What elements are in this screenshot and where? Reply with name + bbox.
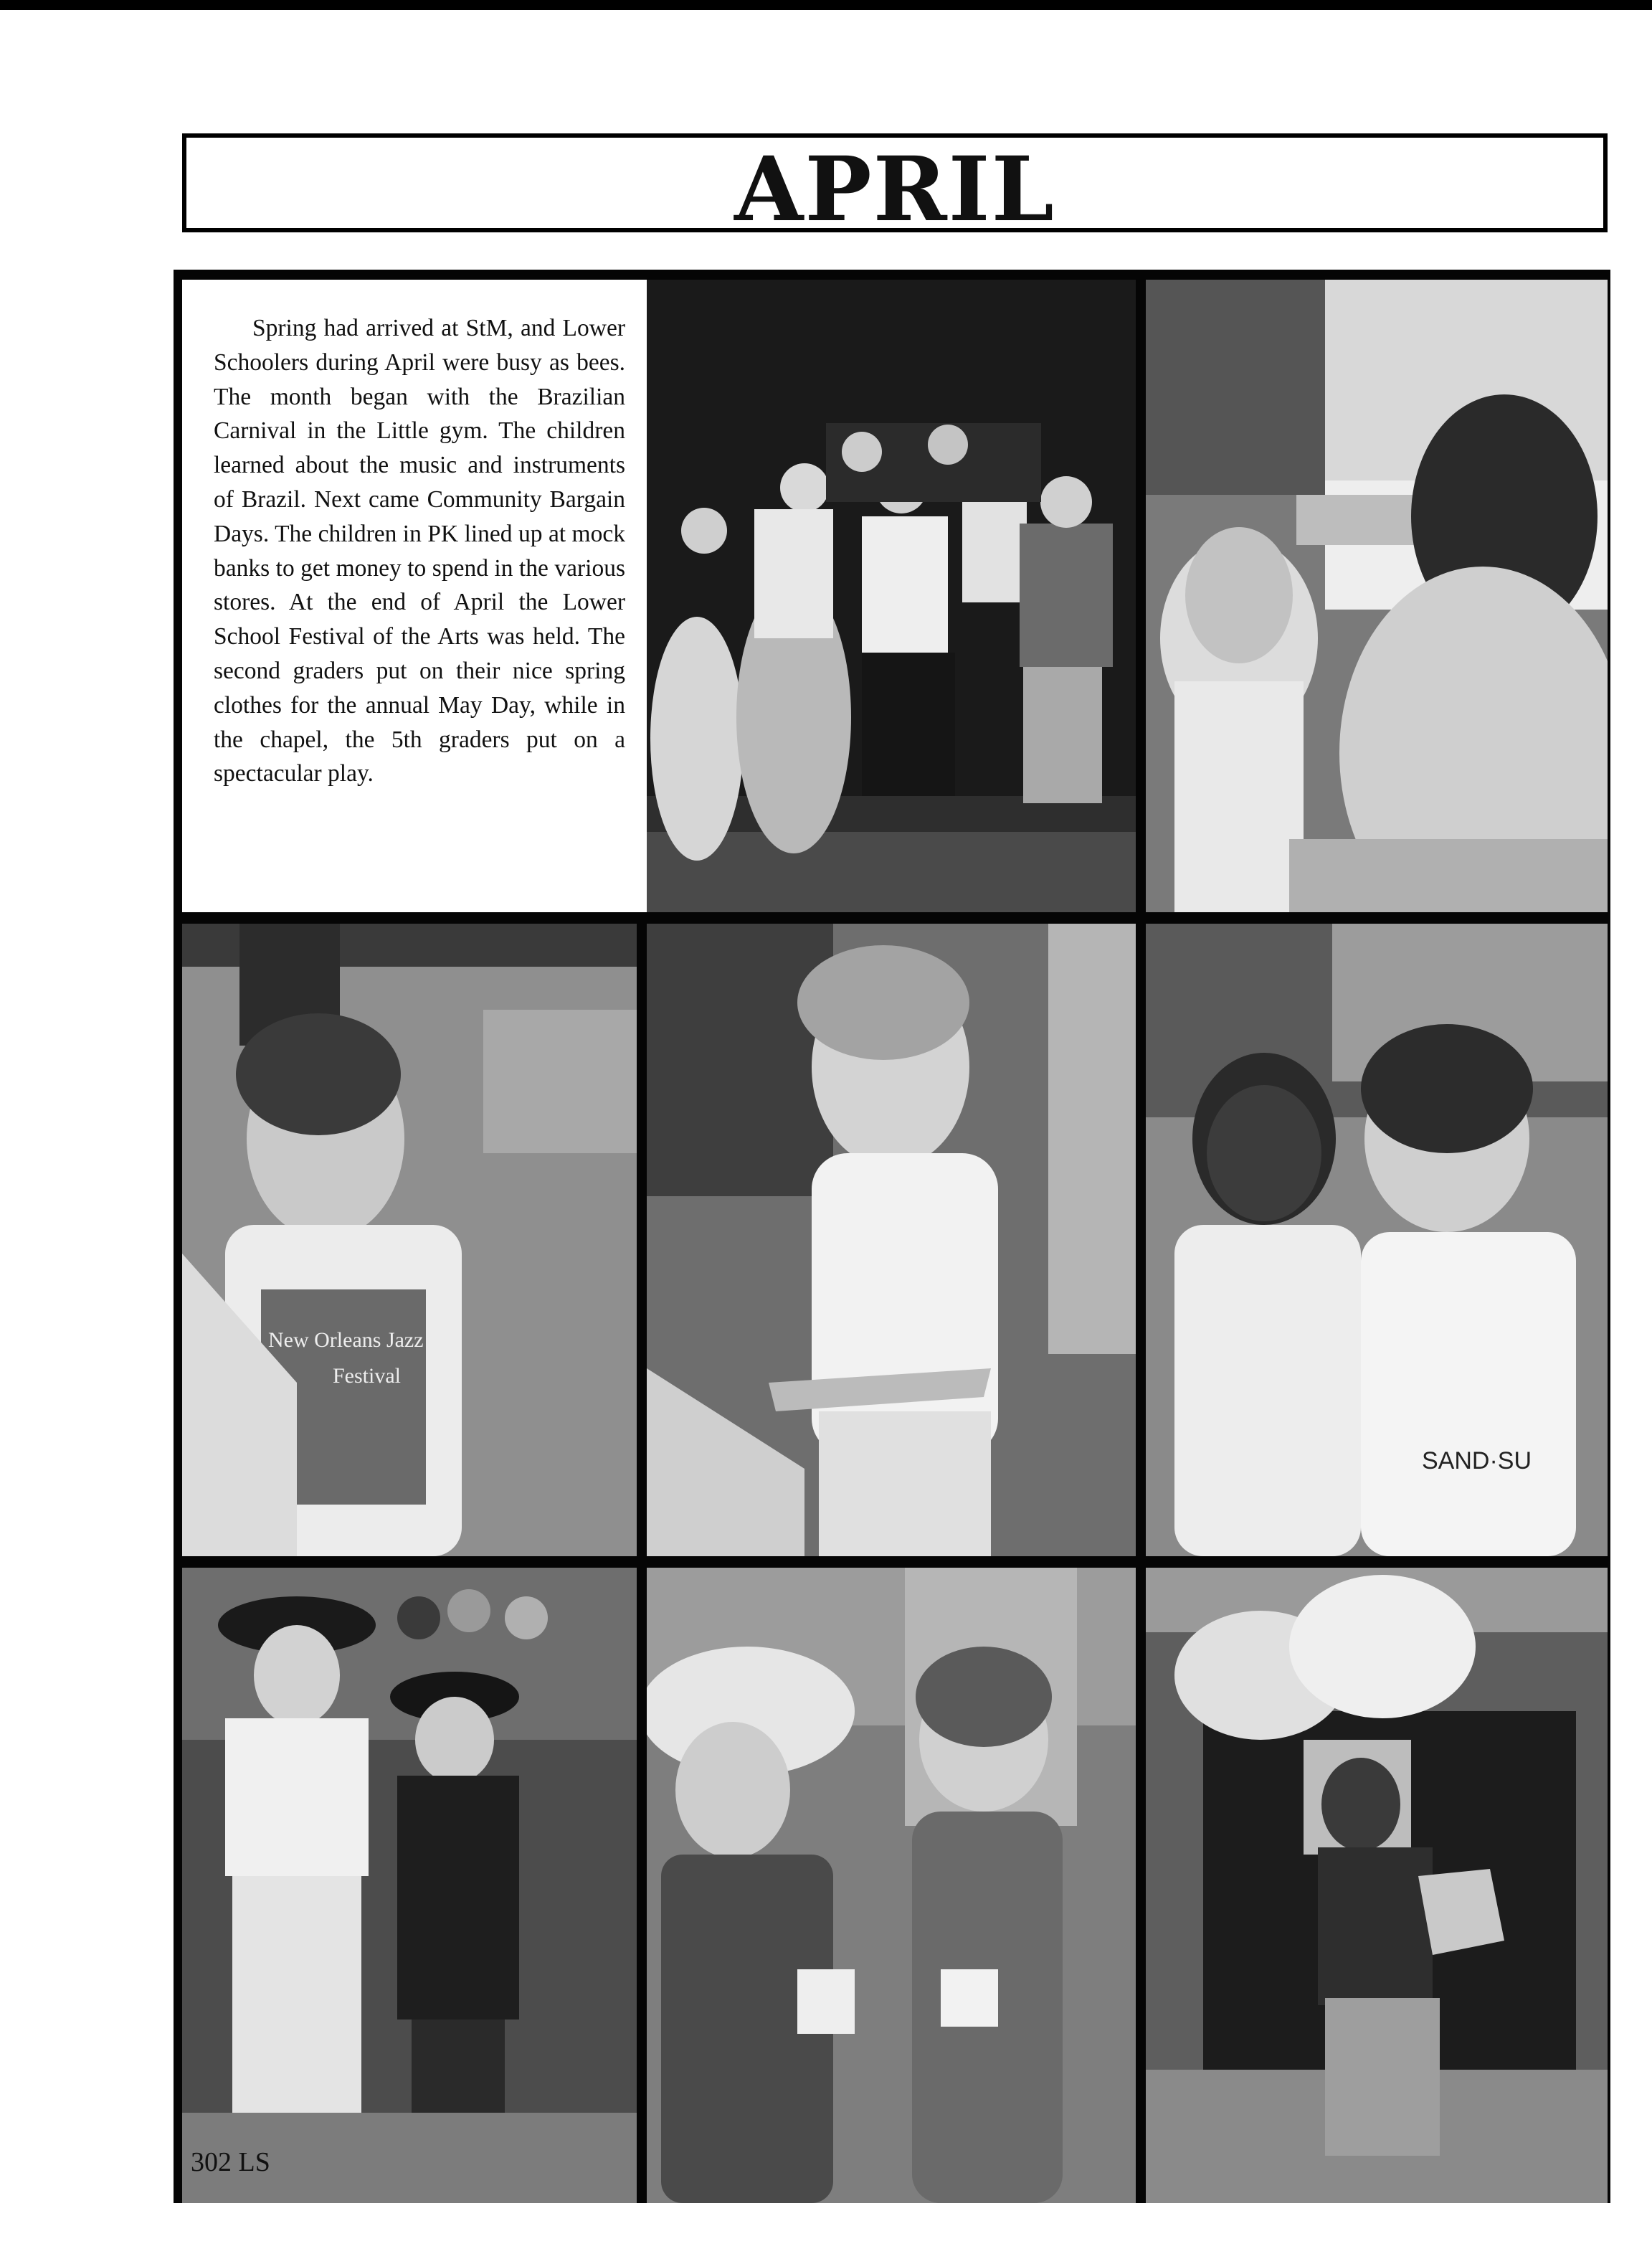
photo-face-painting: [1146, 280, 1608, 912]
photo-boys-costume-microphone: [182, 1568, 637, 2203]
photo-two-girls-smiling: [1146, 924, 1608, 1556]
page-number: 302 LS: [191, 2147, 270, 2177]
body-text: Spring had arrived at StM, and Lower Schoolers during April were busy as bees. The month began with the Brazilian Carnival in the Little gym. The children learned about the music and instruments of Brazil. Next came Community Bargain Days. The children in PK lined up at mock banks to get money to spend in the various stores. At the end of April the Lower School Festival of the Arts was held. The second graders put on their nice spring clothes for the annual May Day, while in the chapel, the 5th graders put on a spectacular play.: [214, 315, 625, 787]
top-border-rule: [0, 0, 1652, 10]
page-title: APRIL: [734, 138, 1055, 242]
photo-girl-bargain-days: [647, 924, 1136, 1556]
photo-boy-jazz-shirt: [182, 924, 637, 1556]
title-box: [182, 133, 1608, 242]
photo-girls-with-snacks: [647, 1568, 1136, 2203]
shirt-text-sand: SAND·SU: [1422, 1447, 1532, 1474]
photo-choir-performance: [647, 280, 1136, 912]
photo-pharaoh-costume: [1146, 1568, 1608, 2203]
caption-panel: [182, 280, 647, 912]
shirt-text-line1: New Orleans Jazz: [268, 1328, 424, 1352]
shirt-text-line2: Festival: [333, 1364, 401, 1388]
